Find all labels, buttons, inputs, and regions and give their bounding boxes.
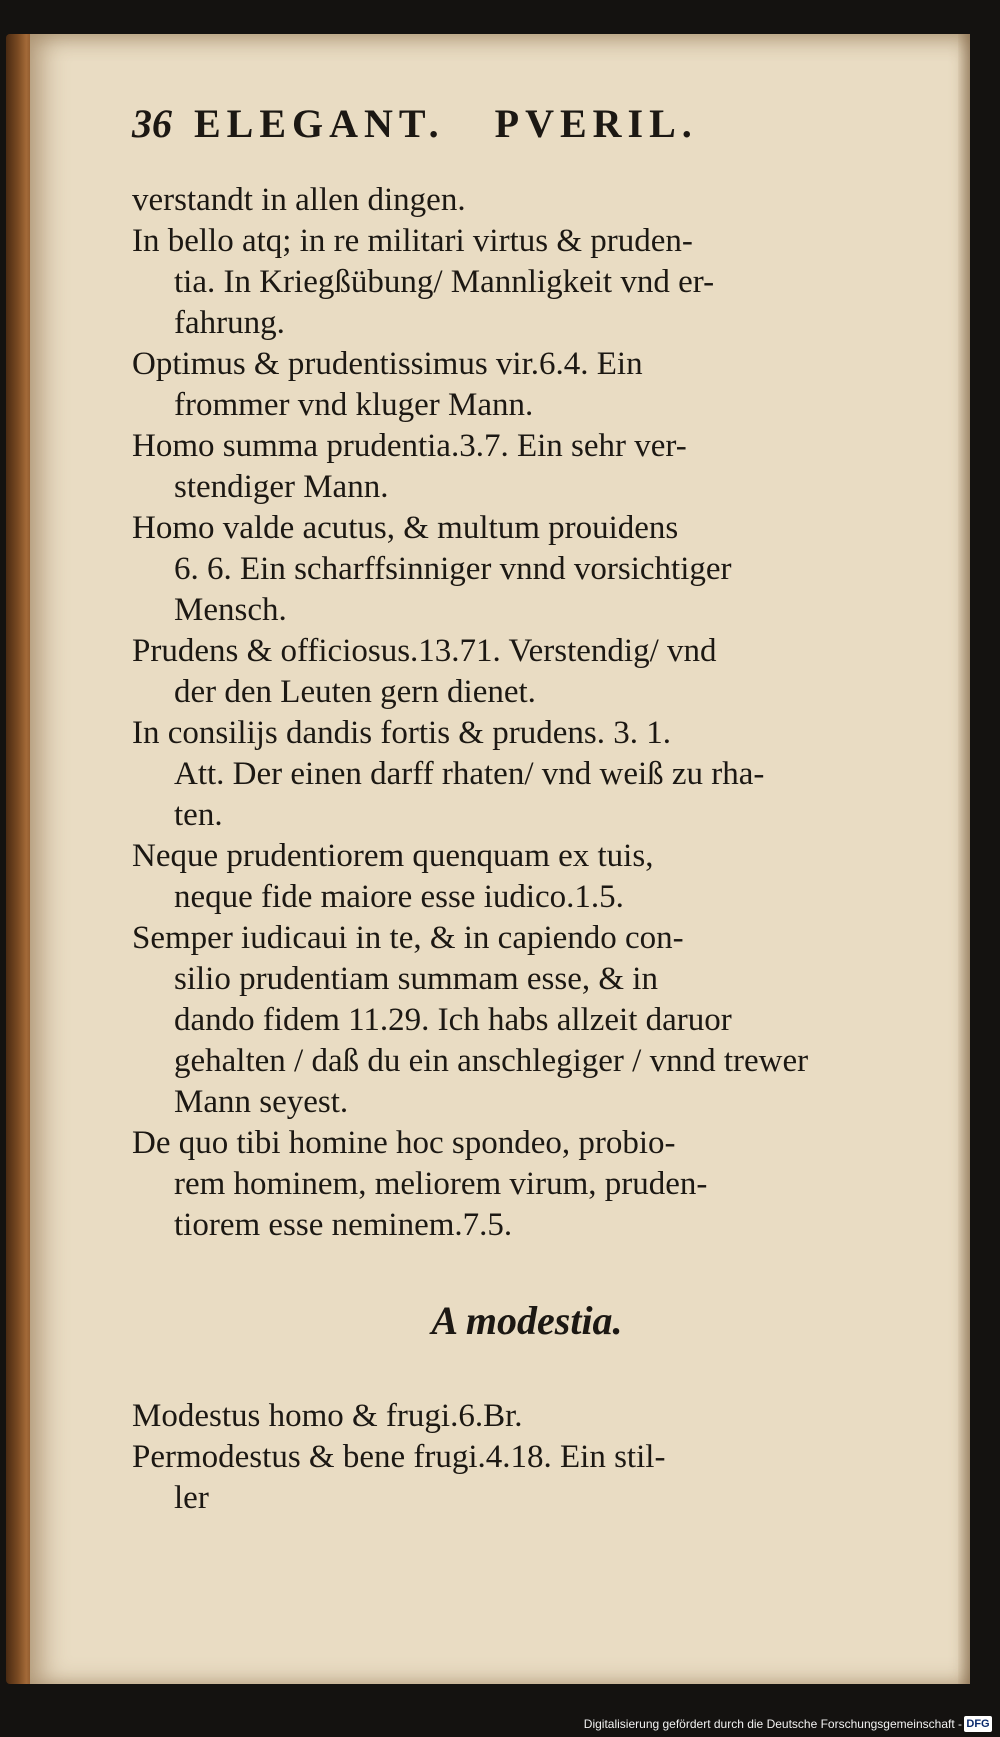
page-edge-shadow: [958, 34, 970, 1684]
entry-line: dando fidem 11.29. Ich habs allzeit daruor: [174, 1002, 732, 1038]
entry: [132, 426, 912, 508]
entry-line: In bello atq; in re militari virtus & pruden-: [132, 223, 693, 259]
entry: [132, 508, 912, 631]
entry-line: Semper iudicaui in te, & in capiendo con-: [132, 920, 684, 956]
entry-line: rem hominem, meliorem virum, pruden-: [174, 1166, 708, 1202]
entry-line: tia. In Kriegßübung/ Mannligkeit vnd er-: [174, 264, 715, 300]
entry-line: De quo tibi homine hoc spondeo, probio-: [132, 1125, 676, 1161]
entry-line: Att. Der einen darff rhaten/ vnd weiß zu rha-: [174, 756, 765, 792]
section-entry-list: [132, 1396, 912, 1519]
entry-line: fahrung.: [174, 305, 285, 341]
page-number: 36: [132, 101, 172, 146]
entry-line: Prudens & officiosus.13.71. Verstendig/ vnd: [132, 633, 717, 669]
running-title: ELEGANT. PVERIL.: [194, 101, 698, 146]
entry-list: [132, 180, 912, 1246]
entry-line: stendiger Mann.: [174, 469, 389, 505]
entry-line: Neque prudentiorem quenquam ex tuis,: [132, 838, 654, 874]
entry: [132, 1123, 912, 1246]
section-heading: A modestia.: [431, 1298, 623, 1343]
entry: [132, 631, 912, 713]
entry-line: Optimus & prudentissimus vir.6.4. Ein: [132, 346, 643, 382]
entry-line: ler: [174, 1480, 209, 1516]
entry: [132, 1396, 912, 1437]
entry-line: Homo valde acutus, & multum prouidens: [132, 510, 679, 546]
entry: [132, 221, 912, 344]
entry-line: Modestus homo & frugi.6.Br.: [132, 1398, 523, 1434]
entry-line: verstandt in allen dingen.: [132, 182, 466, 218]
entry-line: In consilijs dandis fortis & prudens. 3. 1.: [132, 715, 671, 751]
entry: [132, 1437, 912, 1519]
entry-line: Mensch.: [174, 592, 287, 628]
entry-line: tiorem esse neminem.7.5.: [174, 1207, 513, 1243]
entry-line: ten.: [174, 797, 223, 833]
entry-line: Permodestus & bene frugi.4.18. Ein stil-: [132, 1439, 666, 1475]
entry: [132, 344, 912, 426]
page-text: [132, 100, 912, 1519]
entry-line: 6. 6. Ein scharffsinniger vnnd vorsichtiger: [174, 551, 732, 587]
entry-line: silio prudentiam summam esse, & in: [174, 961, 658, 997]
entry: [132, 713, 912, 836]
entry-line: frommer vnd kluger Mann.: [174, 387, 534, 423]
entry-line: neque fide maiore esse iudico.1.5.: [174, 879, 624, 915]
running-head: [132, 100, 912, 180]
entry-line: gehalten / daß du ein anschlegiger / vnnd trewer: [174, 1043, 809, 1079]
entry: [132, 836, 912, 918]
footer-note: Digitalisierung gefördert durch die Deutsche Forschungsgemeinschaft -: [583, 1717, 962, 1731]
entry: [132, 918, 912, 1123]
entry: [132, 180, 912, 221]
entry-line: Homo summa prudentia.3.7. Ein sehr ver-: [132, 428, 687, 464]
dfg-logo: DFG: [964, 1716, 992, 1732]
entry-line: Mann seyest.: [174, 1084, 349, 1120]
entry-line: der den Leuten gern dienet.: [174, 674, 536, 710]
